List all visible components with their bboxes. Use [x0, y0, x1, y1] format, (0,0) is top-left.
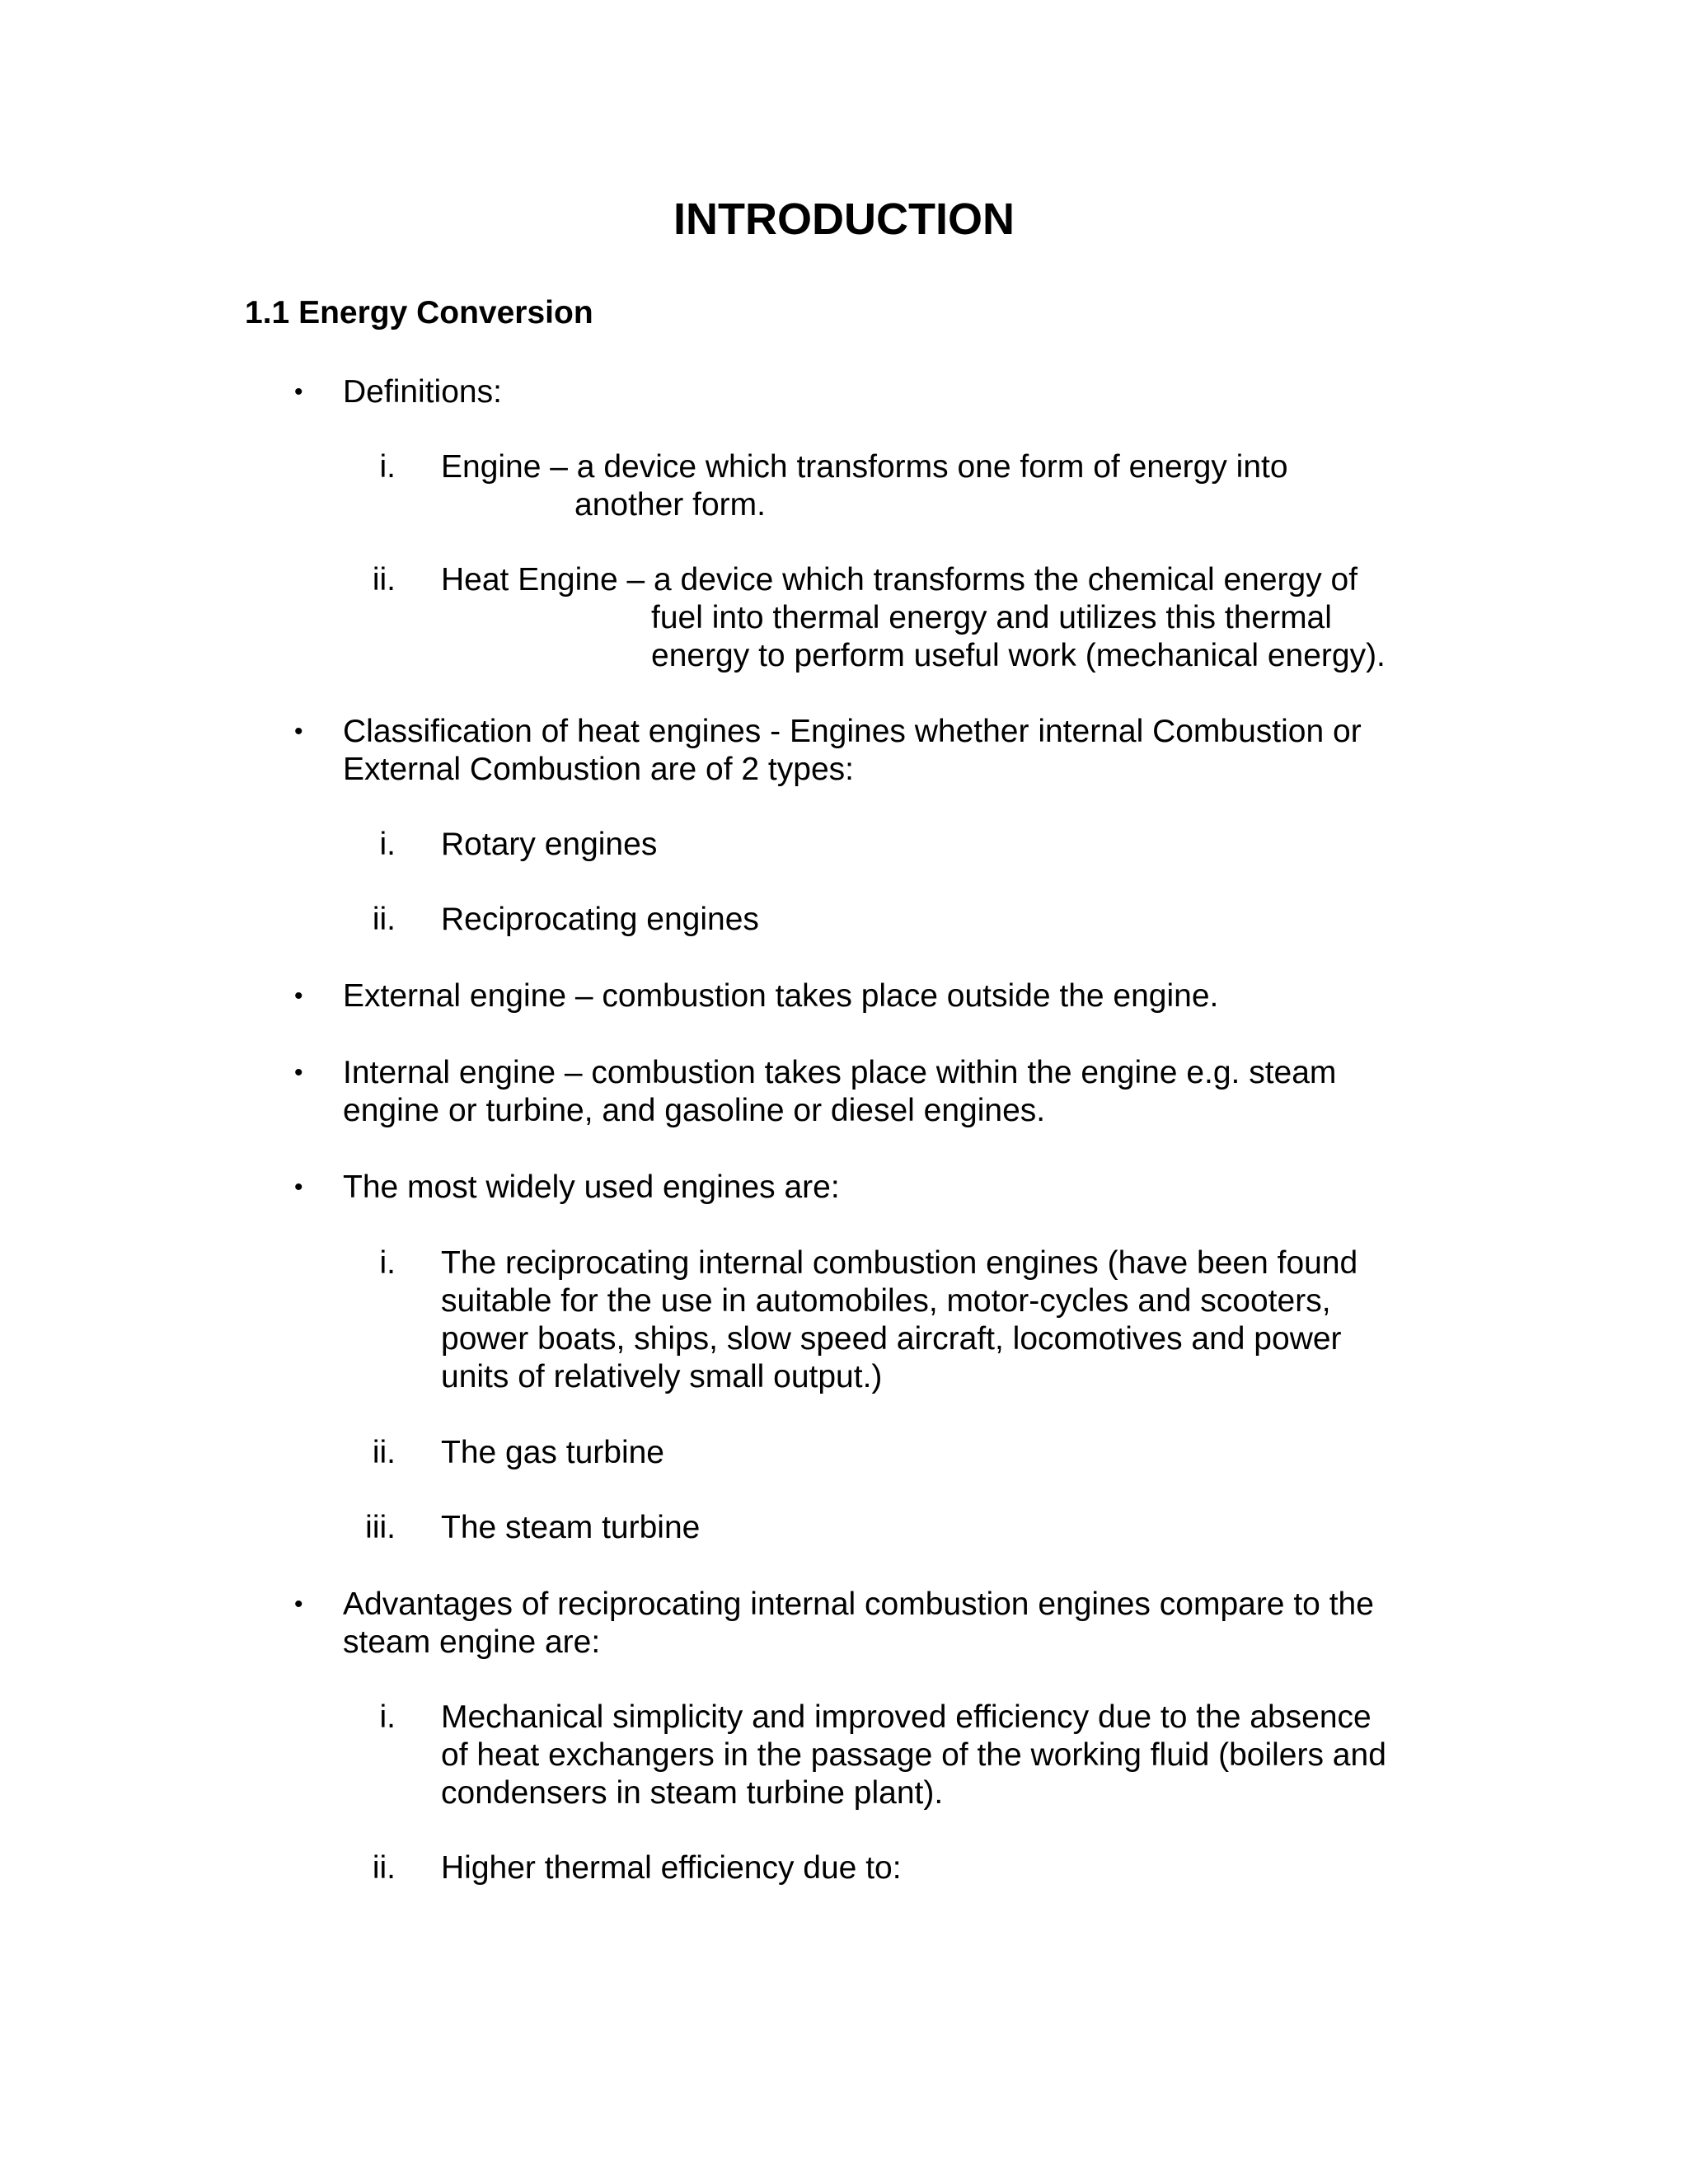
bullet-icon: • [294, 1591, 303, 1618]
bullet-icon: • [294, 982, 303, 1010]
internal-engine-line-2: engine or turbine, and gasoline or diesel engines. [343, 1093, 1046, 1128]
classification-item-rotary: Rotary engines [441, 827, 658, 862]
most-used-item-steam-turbine: The steam turbine [441, 1510, 701, 1545]
section-number: 1.1 [245, 295, 290, 330]
bullet-icon: • [294, 718, 303, 745]
definition-engine-line-2: another form. [574, 487, 766, 523]
external-engine-text: External engine – combustion takes place outside the engine. [343, 978, 1219, 1014]
list-numeral: i. [379, 1245, 396, 1281]
list-numeral: i. [379, 449, 396, 485]
definitions-label: Definitions: [343, 374, 502, 410]
advantage-item-1-line-2: of heat exchangers in the passage of the working fluid (boilers and [441, 1737, 1386, 1773]
list-numeral: i. [379, 1699, 396, 1735]
most-used-label: The most widely used engines are: [343, 1169, 840, 1205]
classification-line-1: Classification of heat engines - Engines whether internal Combustion or [343, 714, 1362, 749]
classification-item-reciprocating: Reciprocating engines [441, 902, 759, 937]
list-numeral: ii. [372, 902, 396, 937]
bullet-icon: • [294, 1174, 303, 1201]
classification-line-2: External Combustion are of 2 types: [343, 752, 854, 787]
list-numeral: iii. [365, 1510, 396, 1545]
bullet-icon: • [294, 1059, 303, 1086]
most-used-item-1-line-2: suitable for the use in automobiles, motor-cycles and scooters, [441, 1283, 1331, 1319]
most-used-item-1-line-3: power boats, ships, slow speed aircraft, locomotives and power [441, 1321, 1342, 1357]
definition-heat-engine-line-3: energy to perform useful work (mechanical energy). [651, 638, 1386, 673]
advantages-line-1: Advantages of reciprocating internal combustion engines compare to the [343, 1586, 1374, 1622]
list-numeral: ii. [372, 1850, 396, 1886]
section-title: Energy Conversion [298, 295, 593, 330]
most-used-item-1-line-1: The reciprocating internal combustion engines (have been found [441, 1245, 1358, 1281]
definition-engine-line-1: Engine – a device which transforms one form of energy into [441, 449, 1288, 485]
page-title: INTRODUCTION [673, 194, 1015, 244]
definition-heat-engine-line-1: Heat Engine – a device which transforms the chemical energy of [441, 562, 1358, 598]
definition-heat-engine-line-2: fuel into thermal energy and utilizes this thermal [651, 600, 1332, 635]
advantage-item-1-line-1: Mechanical simplicity and improved efficiency due to the absence [441, 1699, 1372, 1735]
bullet-icon: • [294, 378, 303, 405]
list-numeral: i. [379, 827, 396, 862]
most-used-item-gas-turbine: The gas turbine [441, 1435, 665, 1470]
advantages-line-2: steam engine are: [343, 1624, 601, 1660]
list-numeral: ii. [372, 1435, 396, 1470]
list-numeral: ii. [372, 562, 396, 598]
advantage-item-2: Higher thermal efficiency due to: [441, 1850, 902, 1886]
internal-engine-line-1: Internal engine – combustion takes place within the engine e.g. steam [343, 1055, 1337, 1090]
section-heading [245, 295, 593, 331]
most-used-item-1-line-4: units of relatively small output.) [441, 1359, 883, 1394]
advantage-item-1-line-3: condensers in steam turbine plant). [441, 1775, 944, 1811]
